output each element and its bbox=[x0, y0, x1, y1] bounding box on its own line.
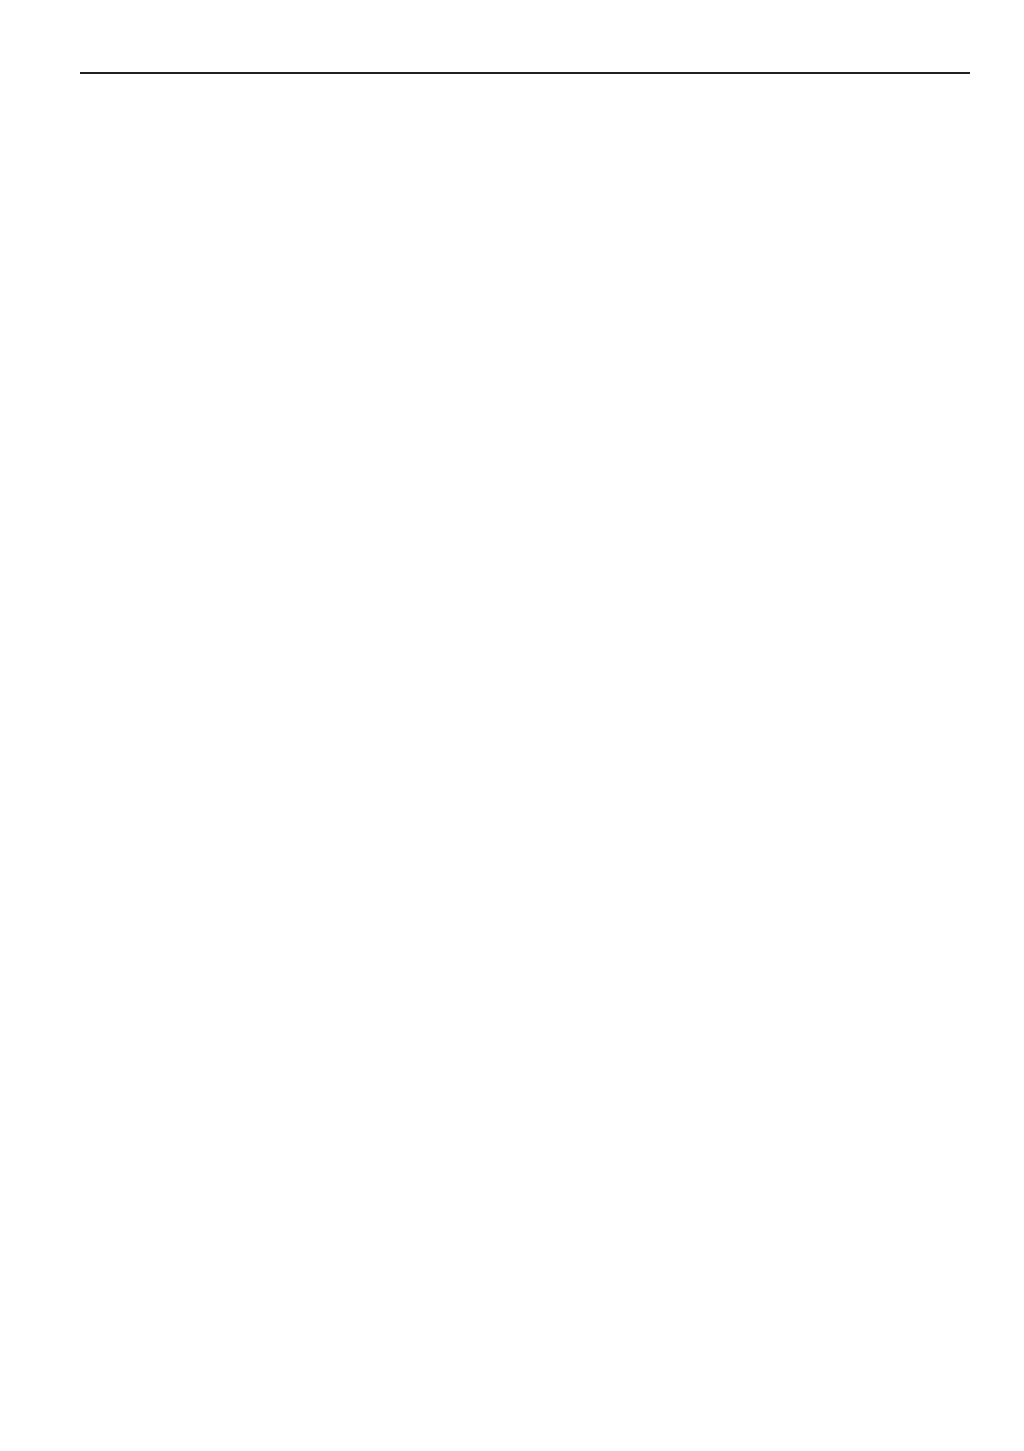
header-rule bbox=[80, 72, 970, 74]
